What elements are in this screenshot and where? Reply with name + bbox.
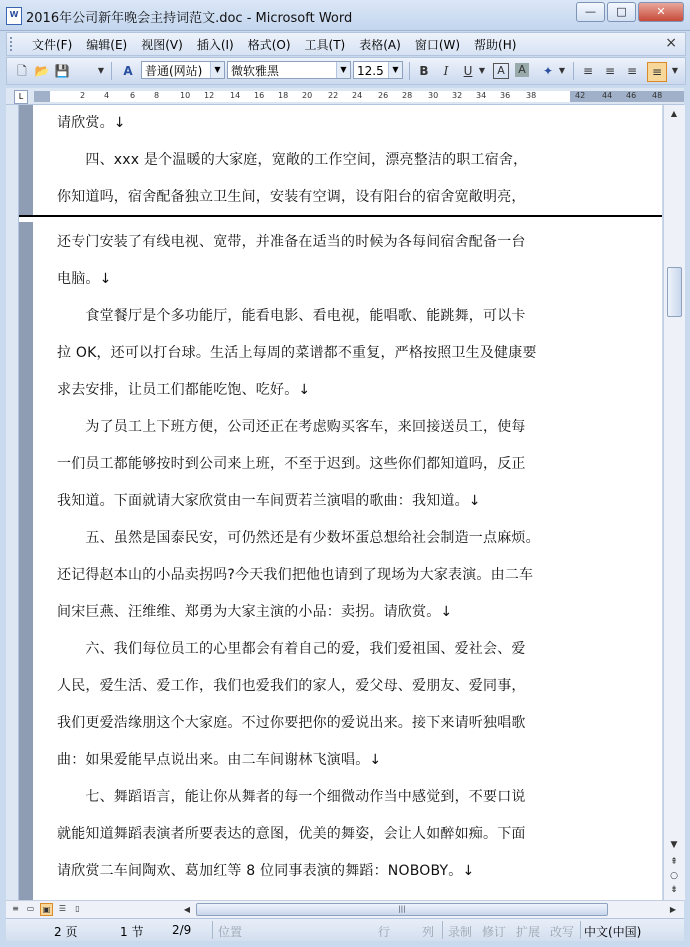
font-value: 微软雅黑 — [231, 64, 280, 78]
vertical-scroll-thumb[interactable] — [667, 267, 682, 317]
new-doc-icon[interactable]: 🗋 — [17, 64, 27, 78]
text-line[interactable]: 间宋巨燕、汪维维、郑勇为大家主演的小品：卖拐。请欣赏。↓ — [57, 604, 453, 620]
bold-button[interactable]: B — [419, 64, 429, 78]
chevron-down-icon[interactable]: ▼ — [478, 66, 486, 75]
document-area[interactable] — [19, 105, 662, 900]
close-button[interactable]: ✕ — [638, 2, 684, 22]
prev-page-icon[interactable]: ⇞ — [670, 857, 678, 867]
underline-button[interactable]: U — [463, 64, 473, 78]
text-line[interactable]: 请欣赏二车间陶欢、葛加红等 8 位同事表演的舞蹈：NOBOBY。↓ — [57, 863, 475, 879]
scroll-up-icon[interactable]: ▲ — [670, 109, 678, 118]
status-line: 行 — [378, 925, 391, 939]
text-line[interactable]: 人民，爱生活、爱工作，我们也爱我们的家人，爱父母、爱朋友、爱同事， — [57, 678, 526, 694]
ruler-tick: 32 — [452, 91, 463, 100]
char-border-icon[interactable]: A — [493, 63, 509, 79]
status-page: 2 页 — [54, 925, 78, 939]
styles-icon[interactable]: A — [123, 64, 133, 78]
print-view-icon[interactable]: ▣ — [40, 903, 53, 916]
status-extend[interactable]: 扩展 — [516, 925, 541, 939]
normal-view-icon[interactable]: ≡ — [12, 904, 19, 913]
text-line[interactable]: 还记得赵本山的小品卖拐吗?今天我们把他也请到了现场为大家表演。由二车 — [57, 567, 534, 583]
outline-view-icon[interactable]: ☰ — [58, 904, 67, 913]
text-line[interactable]: 五、虽然是国泰民安，可仍然还是有少数坏蛋总想给社会制造一点麻烦。 — [57, 530, 540, 546]
text-line[interactable]: 求去安排，让员工们都能吃饱、吃好。↓ — [57, 382, 311, 398]
font-dropdown[interactable] — [227, 61, 351, 79]
menu-item-3[interactable]: 插入(I) — [196, 38, 234, 52]
menu-item-2[interactable]: 视图(V) — [141, 38, 183, 52]
ruler-tick: 6 — [130, 91, 136, 100]
toolbar-overflow-icon[interactable]: ▼ — [671, 66, 679, 75]
style-dropdown[interactable] — [141, 61, 225, 79]
text-line[interactable]: 食堂餐厅是个多功能厅，能看电影、看电视，能唱歌、能跳舞，可以卡 — [57, 308, 526, 324]
menu-item-6[interactable]: 表格(A) — [359, 38, 401, 52]
title-bar — [0, 0, 690, 31]
text-line[interactable]: 六、我们每位员工的心里都会有着自己的爱，我们爱祖国、爱社会、爱 — [57, 641, 526, 657]
text-line[interactable]: 拉 OK，还可以打台球。生活上每周的菜谱都不重复，严格按照卫生及健康要 — [57, 345, 537, 361]
ruler-tick: 16 — [254, 91, 265, 100]
maximize-button[interactable]: □ — [607, 2, 636, 22]
style-value: 普通(网站) — [145, 64, 203, 78]
char-shading-icon[interactable]: A — [515, 63, 529, 77]
menu-item-5[interactable]: 工具(T) — [304, 38, 346, 52]
open-folder-icon[interactable]: 📂 — [34, 64, 50, 78]
ruler-tick: 44 — [602, 91, 613, 100]
text-line[interactable]: 我知道。下面就请大家欣赏由一车间贾若兰演唱的歌曲：我知道。↓ — [57, 493, 481, 509]
horizontal-scrollbar[interactable] — [6, 900, 684, 918]
chevron-down-icon[interactable]: ▼ — [558, 66, 566, 75]
ruler-tick: 34 — [476, 91, 487, 100]
menu-bar — [6, 32, 686, 56]
minimize-button[interactable]: — — [576, 2, 605, 22]
next-page-icon[interactable]: ⇟ — [670, 885, 678, 895]
ruler-tick: 38 — [526, 91, 537, 100]
ruler-tick: 12 — [204, 91, 215, 100]
text-line[interactable]: 四、xxx 是个温暖的大家庭，宽敞的工作空间，漂亮整洁的职工宿舍， — [57, 152, 528, 168]
page-1 — [33, 105, 662, 215]
chevron-down-icon: ▼ — [388, 62, 402, 78]
status-revisions[interactable]: 修订 — [482, 925, 507, 939]
text-line[interactable]: 你知道吗，宿舍配备独立卫生间，安装有空调，设有阳台的宿舍宽敞明亮， — [57, 189, 526, 205]
menu-item-0[interactable]: 文件(F) — [32, 38, 73, 52]
ruler-tick: 20 — [302, 91, 313, 100]
text-line[interactable]: 一们员工都能够按时到公司来上班，不至于迟到。这些你们都知道吗，反正 — [57, 456, 526, 472]
ruler-tick: 48 — [652, 91, 663, 100]
menu-item-4[interactable]: 格式(O) — [247, 38, 291, 52]
tab-selector[interactable]: L — [14, 90, 28, 104]
scroll-right-icon[interactable]: ▶ — [669, 905, 677, 914]
close-document-button[interactable]: × — [665, 35, 677, 51]
chevron-down-icon: ▼ — [210, 62, 224, 78]
justify-icon[interactable]: ≡ — [647, 62, 667, 82]
chevron-down-icon: ▼ — [336, 62, 350, 78]
status-section: 1 节 — [120, 925, 144, 939]
page-2-text — [57, 224, 557, 890]
text-line[interactable]: 我们更爱浩缘朋这个大家庭。不过你要把你的爱说出来。接下来请听独唱歌 — [57, 715, 526, 731]
text-line[interactable]: 为了员工上下班方便，公司还正在考虑购买客车，来回接送员工，使每 — [57, 419, 526, 435]
italic-button[interactable]: I — [443, 64, 449, 78]
page-2 — [33, 222, 662, 900]
web-view-icon[interactable]: ▭ — [26, 904, 35, 913]
font-size-value: 12.5 — [357, 64, 384, 78]
window-title: 2016年公司新年晚会主持词范文.doc - Microsoft Word — [26, 11, 353, 26]
text-line[interactable]: 七、舞蹈语言，能让你从舞者的每一个细微动作当中感觉到，不要口说 — [57, 789, 526, 805]
font-size-dropdown[interactable] — [353, 61, 403, 79]
menu-item-8[interactable]: 帮助(H) — [474, 38, 517, 52]
menu-item-1[interactable]: 编辑(E) — [86, 38, 128, 52]
horizontal-scroll-thumb[interactable]: ||| — [196, 903, 608, 916]
text-line[interactable]: 曲：如果爱能早点说出来。由二车间谢林飞演唱。↓ — [57, 752, 382, 768]
highlight-icon[interactable]: ✦ — [542, 64, 554, 78]
status-bar — [6, 918, 684, 941]
ruler-tick: 42 — [575, 91, 586, 100]
horizontal-ruler[interactable] — [6, 88, 684, 105]
toolbar — [6, 57, 686, 85]
ruler-tick: 8 — [154, 91, 160, 100]
ruler-tick: 4 — [104, 91, 110, 100]
status-overtype[interactable]: 改写 — [550, 925, 575, 939]
status-record[interactable]: 录制 — [448, 925, 473, 939]
ruler-tick: 22 — [328, 91, 339, 100]
align-right-icon[interactable]: ≡ — [626, 64, 638, 78]
align-left-icon[interactable]: ≡ — [582, 64, 594, 78]
ruler-tick: 24 — [352, 91, 363, 100]
toolbar-overflow-icon[interactable]: ▼ — [97, 66, 105, 75]
toolbar-grip[interactable] — [10, 37, 15, 51]
status-language: 中文(中国) — [584, 925, 642, 939]
status-column: 列 — [422, 925, 435, 939]
text-line[interactable]: 就能知道舞蹈表演者所要表达的意图，优美的舞姿，会让人如醉如痴。下面 — [57, 826, 526, 842]
ruler-tick: 14 — [230, 91, 241, 100]
scroll-down-icon[interactable]: ▼ — [670, 840, 678, 850]
text-line[interactable]: 电脑。↓ — [57, 271, 112, 287]
ruler-tick: 18 — [278, 91, 289, 100]
word-doc-icon: W — [6, 7, 22, 25]
ruler-tick: 28 — [402, 91, 413, 100]
status-position: 位置 — [218, 925, 243, 939]
align-center-icon[interactable]: ≡ — [604, 64, 616, 78]
page-1-text — [57, 105, 557, 216]
ruler-tick: 26 — [378, 91, 389, 100]
page-break — [19, 215, 662, 222]
browse-object-icon[interactable]: ○ — [670, 871, 678, 881]
scroll-left-icon[interactable]: ◀ — [183, 905, 191, 914]
ruler-tick: 10 — [180, 91, 191, 100]
vertical-scrollbar[interactable] — [663, 105, 685, 900]
reading-view-icon[interactable]: ▯ — [75, 904, 80, 913]
ruler-tick: 46 — [626, 91, 637, 100]
ruler-tick: 30 — [428, 91, 439, 100]
vertical-ruler — [6, 105, 19, 900]
ruler-tick: 36 — [500, 91, 511, 100]
save-icon[interactable]: 💾 — [54, 64, 70, 78]
ruler-tick: 2 — [80, 91, 86, 100]
status-pages: 2/9 — [172, 923, 192, 937]
text-line[interactable]: 还专门安装了有线电视、宽带，并准备在适当的时候为各每间宿舍配备一台 — [57, 234, 526, 250]
text-line[interactable]: 请欣赏。↓ — [57, 115, 126, 131]
menu-item-7[interactable]: 窗口(W) — [414, 38, 461, 52]
